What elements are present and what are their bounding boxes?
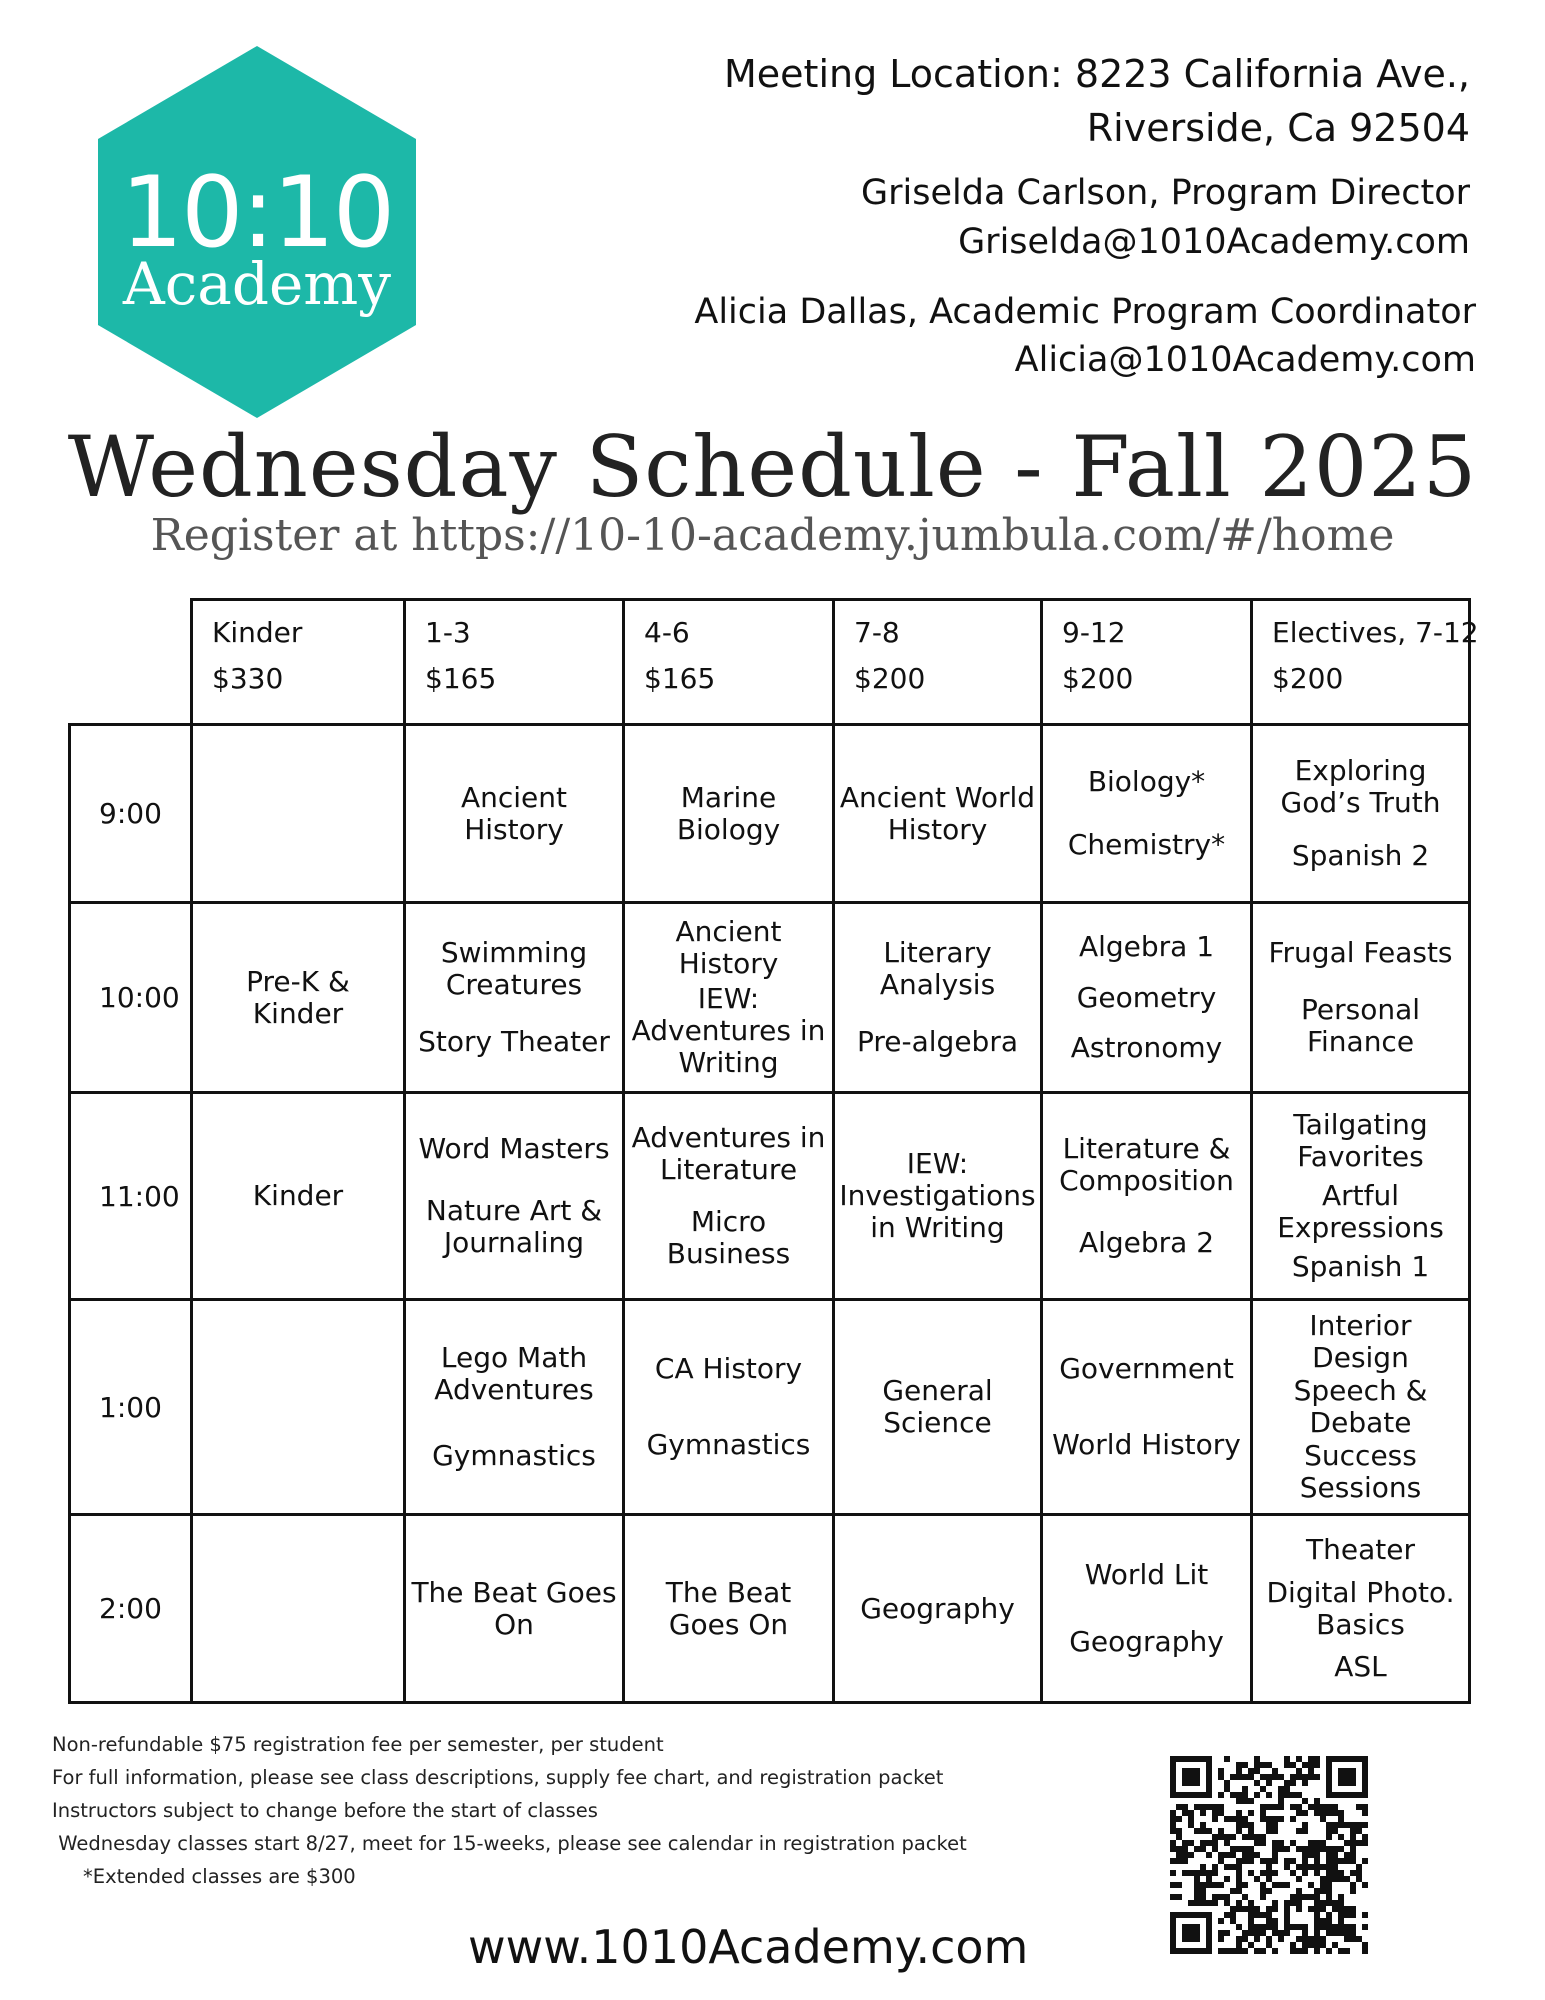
column-price: $330	[212, 662, 284, 695]
class-name: Spanish 1	[1291, 1250, 1430, 1283]
schedule-cell	[835, 726, 1040, 901]
schedule-cell	[406, 726, 622, 901]
class-name: Personal Finance	[1300, 993, 1421, 1058]
grid-line	[403, 598, 406, 723]
logo-text-academy: Academy	[122, 250, 392, 318]
class-name: Biology*	[1087, 764, 1206, 798]
schedule-cell	[625, 1516, 832, 1701]
grid-line	[1040, 598, 1043, 723]
column-grade: 7-8	[854, 616, 900, 649]
meeting-location-line1: Meeting Location: 8223 California Ave.,	[724, 52, 1470, 96]
class-name: Literature & Composition	[1059, 1131, 1234, 1197]
grid-line	[190, 598, 193, 723]
time-slot: 10:00	[99, 981, 180, 1014]
class-name: Lego Math Adventures	[434, 1341, 594, 1407]
meeting-location-line2: Riverside, Ca 92504	[1086, 106, 1470, 150]
schedule-cell	[193, 1094, 403, 1298]
class-name: Word Masters	[418, 1131, 610, 1165]
class-name: IEW: Investigations in Writing	[839, 1147, 1036, 1244]
schedule-cell	[406, 1516, 622, 1701]
class-name: Gymnastics	[646, 1428, 811, 1461]
class-name: The Beat Goes On	[665, 1575, 792, 1641]
grid-line	[832, 598, 835, 723]
grid-line	[68, 1701, 1471, 1704]
schedule-cell	[193, 904, 403, 1091]
schedule-cell	[1043, 904, 1250, 1091]
class-name: Chemistry*	[1067, 828, 1226, 862]
note-registration-fee: Non-refundable $75 registration fee per semester, per student	[52, 1733, 664, 1756]
class-name: Astronomy	[1070, 1031, 1223, 1065]
register-link[interactable]: Register at https://10-10-academy.jumbula.com/#/home	[150, 510, 1395, 561]
class-name: Government	[1059, 1352, 1234, 1385]
class-name: Algebra 1	[1078, 929, 1215, 963]
class-name: Tailgating Favorites	[1293, 1108, 1428, 1173]
column-grade: 1-3	[425, 616, 471, 649]
class-name: Spanish 2	[1291, 839, 1430, 872]
class-name: IEW: Adventures in Writing	[631, 982, 826, 1080]
coordinator-name: Alicia Dallas, Academic Program Coordinator	[694, 292, 1476, 332]
column-price: $200	[1272, 662, 1344, 695]
schedule-cell	[1253, 1301, 1468, 1513]
schedule-cell	[625, 1094, 832, 1298]
class-name: Interior Design	[1309, 1309, 1412, 1374]
class-name: Theater	[1306, 1533, 1415, 1567]
class-name: Digital Photo. Basics	[1266, 1575, 1455, 1641]
schedule-cell	[1253, 1094, 1468, 1298]
note-instructors: Instructors subject to change before the start of classes	[52, 1799, 598, 1822]
time-slot: 9:00	[99, 797, 162, 830]
schedule-cell	[1253, 1516, 1468, 1701]
class-name: Ancient World History	[839, 780, 1036, 846]
note-start-date: Wednesday classes start 8/27, meet for 15-weeks, please see calendar in registration packet	[52, 1832, 967, 1855]
column-grade: Electives, 7-12	[1272, 616, 1479, 649]
class-name: Geography	[860, 1591, 1015, 1625]
class-name: Artful Expressions	[1277, 1179, 1444, 1244]
notes	[52, 1728, 967, 1893]
column-grade: Kinder	[212, 616, 303, 649]
class-name: Kinder	[252, 1179, 344, 1212]
schedule-cell	[625, 1301, 832, 1513]
class-name: Geography	[1069, 1625, 1224, 1658]
grid-line	[1468, 723, 1471, 1704]
schedule-cell	[835, 1301, 1040, 1513]
grid-line	[190, 598, 1471, 601]
schedule-cell	[193, 1301, 403, 1513]
class-name: General Science	[882, 1374, 993, 1439]
column-header	[1272, 610, 1479, 702]
schedule-cell	[193, 1516, 403, 1701]
column-header	[212, 610, 302, 702]
column-price: $165	[644, 662, 716, 695]
class-name: Exploring God’s Truth	[1280, 754, 1441, 819]
schedule-cell	[1253, 726, 1468, 901]
column-header	[854, 610, 925, 702]
class-name: Algebra 2	[1078, 1226, 1215, 1260]
class-name: Gymnastics	[432, 1438, 596, 1472]
schedule-cell	[1043, 1301, 1250, 1513]
coordinator-email[interactable]: Alicia@1010Academy.com	[1014, 340, 1476, 380]
class-name: Adventures in Literature	[631, 1121, 826, 1186]
schedule-cell	[406, 904, 622, 1091]
logo-text-1010: 10:10	[120, 156, 394, 270]
class-name: Pre-algebra	[857, 1025, 1018, 1058]
schedule-cell	[193, 726, 403, 901]
page-title: Wednesday Schedule - Fall 2025	[67, 418, 1478, 516]
schedule-cell	[406, 1094, 622, 1298]
schedule-cell	[625, 726, 832, 901]
column-header	[1062, 610, 1133, 702]
class-name: Geometry	[1076, 980, 1217, 1014]
class-name: World History	[1052, 1428, 1241, 1461]
schedule-cell	[835, 904, 1040, 1091]
grid-line	[1250, 598, 1253, 723]
class-name: Marine Biology	[676, 780, 781, 846]
class-name: CA History	[654, 1352, 803, 1385]
note-extended-classes: *Extended classes are $300	[52, 1865, 356, 1888]
qr-code[interactable]	[1170, 1756, 1368, 1954]
class-name: Micro Business	[666, 1205, 791, 1270]
class-name: The Beat Goes On	[411, 1575, 617, 1641]
class-name: World Lit	[1084, 1558, 1209, 1591]
column-price: $200	[854, 662, 926, 695]
schedule-cell	[1043, 1516, 1250, 1701]
time-slot: 1:00	[99, 1390, 162, 1424]
schedule-cell	[406, 1301, 622, 1513]
director-name: Griselda Carlson, Program Director	[861, 173, 1470, 213]
schedule-cell	[1253, 904, 1468, 1091]
schedule-cell	[835, 1094, 1040, 1298]
time-slot: 11:00	[99, 1179, 180, 1213]
class-name: Nature Art & Journaling	[425, 1194, 603, 1260]
column-header	[425, 610, 496, 702]
academy-logo	[92, 46, 422, 418]
grid-line	[622, 598, 625, 723]
class-name: Success Sessions	[1299, 1439, 1422, 1504]
schedule-cell	[625, 904, 832, 1091]
class-name: Pre-K & Kinder	[246, 964, 350, 1030]
class-name: Swimming Creatures	[440, 936, 588, 1001]
note-full-information: For full information, please see class descriptions, supply fee chart, and registration packet	[52, 1766, 944, 1789]
column-price: $200	[1062, 662, 1134, 695]
schedule-cell	[835, 1516, 1040, 1701]
column-grade: 4-6	[644, 616, 690, 649]
class-name: Speech & Debate	[1293, 1374, 1428, 1439]
schedule-cell	[1043, 1094, 1250, 1298]
website-url[interactable]: www.1010Academy.com	[468, 1920, 1029, 1974]
director-email[interactable]: Griselda@1010Academy.com	[958, 222, 1470, 262]
class-name: ASL	[1334, 1649, 1387, 1683]
time-slot: 2:00	[99, 1592, 162, 1625]
class-name: Ancient History	[460, 780, 568, 846]
column-price: $165	[425, 662, 497, 695]
class-name: Frugal Feasts	[1268, 936, 1453, 969]
class-name: Story Theater	[418, 1025, 610, 1058]
class-name: Literary Analysis	[879, 936, 996, 1001]
class-name: Ancient History	[675, 914, 782, 980]
column-grade: 9-12	[1062, 616, 1126, 649]
column-header	[644, 610, 715, 702]
schedule-cell	[1043, 726, 1250, 901]
